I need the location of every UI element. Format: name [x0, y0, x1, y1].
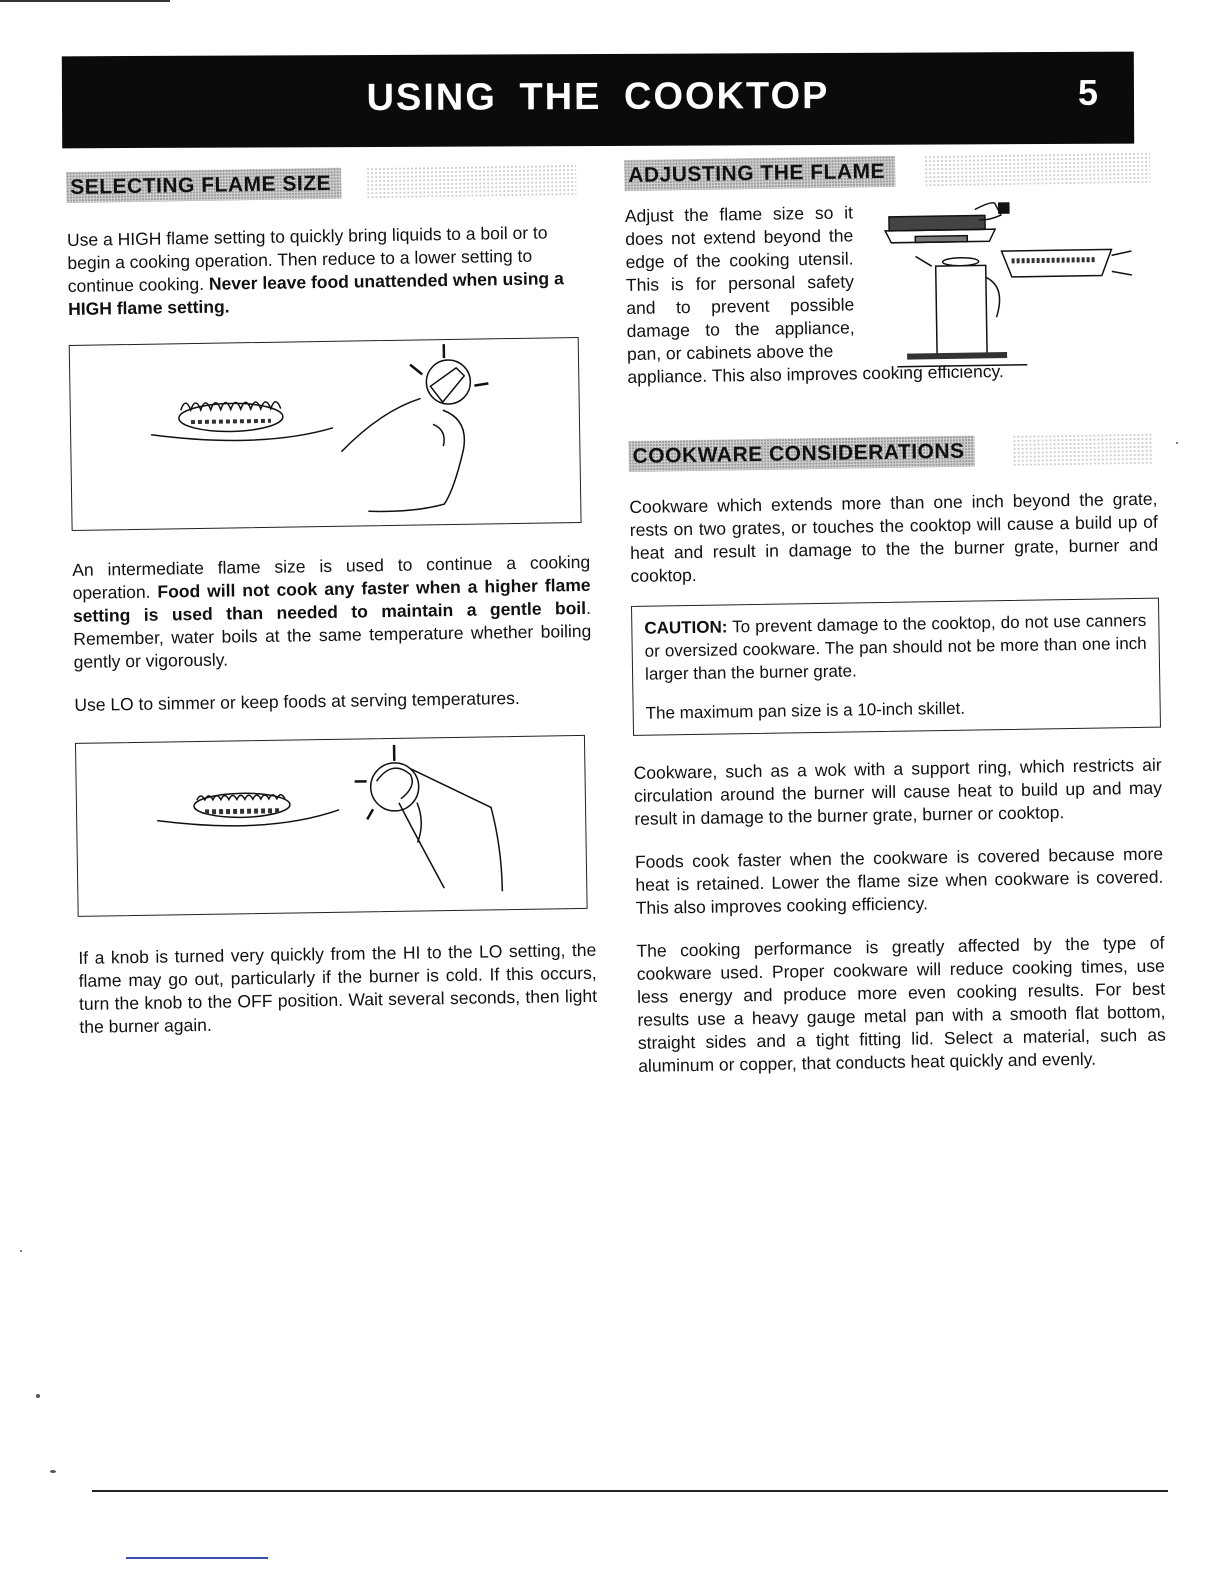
cookware-paragraph-4: The cooking performance is greatly affected by the type of cookware used. Proper cookware will reduce cooking times, use less energy and produce more even cooking results. For best results use a heavy gauge metal pan with a smooth flat bottom, straight sides and a tight fitting lid. Select a material, such as aluminum or copper, that conducts heat quickly and evenly.	[636, 932, 1166, 1076]
adjusting-heading-wrap	[624, 152, 1152, 191]
top-edge-line	[0, 0, 170, 2]
heading-dot-fade	[366, 164, 576, 198]
heading-dot-fade	[924, 152, 1150, 187]
selecting-paragraph-3: Use LO to simmer or keep foods at serving temperatures.	[74, 687, 520, 715]
selecting-p1-text: Use a HIGH flame setting to quickly bring liquids to a boil or to begin a cooking operation. Then reduce to a lower setting to continue cooking.	[66, 222, 548, 296]
cookware-paragraph-1: Cookware which extends more than one inch beyond the grate, rests on two grates, or touches the cooktop will cause a build up of heat and result in damage to the the burner grate, burner and cooktop.	[629, 488, 1159, 586]
selecting-heading-wrap	[66, 164, 584, 203]
selecting-paragraph-1	[67, 221, 586, 321]
scan-speck	[1176, 442, 1178, 444]
cookware-heading-wrap	[628, 433, 1156, 472]
scan-speck	[20, 1250, 22, 1252]
low-flame-figure	[75, 735, 588, 917]
high-flame-burner-illustration	[70, 338, 581, 530]
adjusting-section	[625, 197, 1156, 389]
cookware-considerations-heading: COOKWARE CONSIDERATIONS	[628, 436, 974, 472]
footer-blue-mark	[126, 1557, 268, 1559]
heading-dot-fade	[1012, 433, 1152, 466]
selecting-flame-size-heading: SELECTING FLAME SIZE	[66, 168, 341, 203]
adjusting-tail-text: appliance. This also improves cooking efficiency.	[627, 361, 1004, 387]
caution-max-size: The maximum pan size is a 10-inch skillet.	[645, 698, 966, 723]
caution-body: To prevent damage to the cooktop, do not use canners or oversized cookware. The pan should not be more than one inch larger than the burner grate.	[644, 610, 1147, 684]
selecting-p2-tail: . Remember, water boils at the same temperature whether boiling gently or vigorously.	[73, 597, 592, 672]
caution-box	[631, 598, 1161, 736]
cookware-paragraph-2: Cookware, such as a wok with a support ring, which restricts air circulation around the burner will cause heat to build up and may result in damage to the burner grate, burner or cooktop.	[633, 754, 1163, 829]
page-number: 5	[1077, 71, 1099, 113]
right-column	[624, 152, 1166, 1078]
selecting-paragraph-2	[72, 551, 592, 674]
cookware-illustration	[875, 197, 1138, 373]
scan-speck	[36, 1394, 40, 1398]
adjusting-the-flame-heading: ADJUSTING THE FLAME	[624, 156, 895, 191]
caution-label: CAUTION:	[644, 617, 728, 638]
selecting-p2-bold: Food will not cook any faster when a higher flame setting is used than needed to maintain a gentle boil	[72, 574, 591, 626]
selecting-p1-bold: Never leave food unattended when using a HIGH flame setting.	[67, 268, 564, 319]
caution-text	[644, 609, 1147, 686]
cookware-paragraph-3: Foods cook faster when the cookware is covered because more heat is retained. Lower the flame size when cookware is covered. This also improves cooking efficiency.	[634, 843, 1164, 918]
adjusting-wrapped-text: Adjust the flame size so it does not extend beyond the edge of the cooking utensil. This is for personal safety and to prevent possible damage to the appliance, pan, or cabinets above the	[624, 202, 855, 364]
low-flame-burner-illustration	[76, 736, 587, 916]
page-header-banner	[62, 52, 1134, 149]
selecting-p2-text: An intermediate flame size is used to continue a cooking operation.	[72, 551, 591, 603]
page-title: USING THE COOKTOP	[366, 74, 830, 120]
footer-rule	[92, 1490, 1168, 1492]
high-flame-figure	[69, 337, 582, 531]
scan-speck	[50, 1470, 56, 1473]
left-column	[66, 164, 598, 1039]
selecting-paragraph-4: If a knob is turned very quickly from the HI to the LO setting, the flame may go out, particularly if the burner is cold. If this occurs, turn the knob to the OFF position. Wait several seconds, then light the burner again.	[78, 939, 598, 1037]
